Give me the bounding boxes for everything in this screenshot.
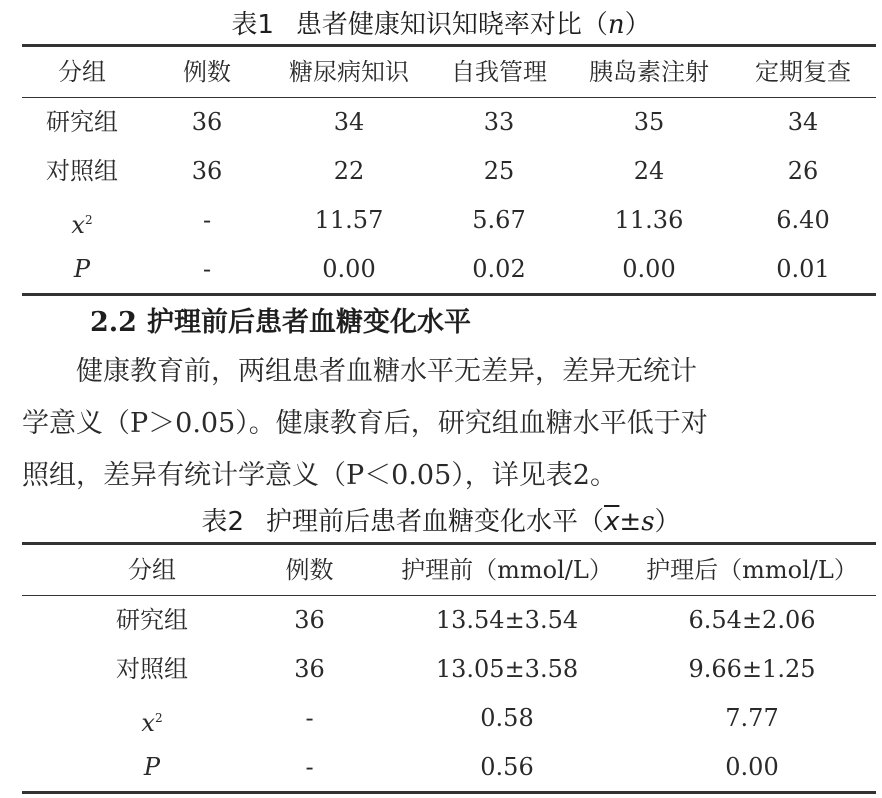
table1-cell: 0.00 <box>622 255 676 283</box>
table2-caption-sd-symbol: s <box>641 507 655 537</box>
table1-p-value-row <box>22 245 876 293</box>
table1-header-count: 例数 <box>183 58 231 86</box>
table2-cell: 13.05±3.58 <box>435 655 579 683</box>
table1-cell: 24 <box>633 157 665 185</box>
table1-cell: 5.67 <box>472 206 526 234</box>
table2-cell: - <box>305 704 314 732</box>
table1-p-label: P <box>73 255 91 283</box>
table1-top-rule <box>22 44 876 47</box>
table1-cell: 对照组 <box>46 157 118 185</box>
table2-cell: 7.77 <box>725 704 779 732</box>
table2-cell: 36 <box>294 655 325 683</box>
table1-cell: 0.01 <box>776 255 830 283</box>
table1-header-diabetes-knowledge: 糖尿病知识 <box>289 58 409 86</box>
table1-cell: 36 <box>191 108 223 136</box>
table2-caption-title: 护理前后患者血糖变化水平（ <box>265 507 604 537</box>
paragraph-line: 学意义（P＞0.05）。健康教育后，研究组血糖水平低于对 <box>22 408 708 439</box>
table1-cell: 36 <box>191 157 223 185</box>
table1-cell: - <box>202 255 212 283</box>
table2-cell: 9.66±1.25 <box>688 655 816 683</box>
table2-cell: 0.00 <box>725 753 779 781</box>
table2-header-group: 分组 <box>128 556 176 584</box>
table-row <box>22 596 876 644</box>
table-row <box>22 147 876 195</box>
table1-caption-close: ） <box>624 10 651 40</box>
table2-chi-square-row <box>22 694 876 742</box>
table2-caption-mean-symbol: $\overline{x}$ <box>604 507 620 537</box>
table2-caption-number: 表2 <box>201 507 244 537</box>
paragraph-line: 健康教育前，两组患者血糖水平无差异，差异无统计 <box>22 356 697 387</box>
chi-superscript: 2 <box>154 711 163 725</box>
chi-superscript: 2 <box>84 213 93 227</box>
table2-cell: 对照组 <box>116 655 188 683</box>
table2-header-row <box>22 546 876 594</box>
table2-p-label: P <box>143 753 161 781</box>
table2-bottom-rule <box>22 791 876 794</box>
table1-header-row <box>22 48 876 96</box>
table1-header-self-management: 自我管理 <box>451 58 547 86</box>
table1-bottom-rule <box>22 293 876 296</box>
table2-p-value-row <box>22 743 876 791</box>
table1-cell: 35 <box>633 108 665 136</box>
table2-cell: 研究组 <box>116 606 188 634</box>
table1-header-insulin-injection: 胰岛素注射 <box>589 58 709 86</box>
table1-cell: 25 <box>483 157 515 185</box>
table-row <box>22 98 876 146</box>
section-heading <box>90 300 471 339</box>
table1-cell: 11.57 <box>314 206 384 234</box>
table1-chi-square-label <box>32 196 132 244</box>
paragraph-line: 照组，差异有统计学意义（P＜0.05），详见表2。 <box>22 460 617 491</box>
table1-cell: 11.36 <box>614 206 684 234</box>
table1-chi-square-row <box>22 196 876 244</box>
table2-header-count: 例数 <box>285 556 334 584</box>
table2-cell: 13.54±3.54 <box>435 606 579 634</box>
table2-cell: 6.54±2.06 <box>688 606 816 634</box>
table1-cell: 研究组 <box>46 108 118 136</box>
table-row <box>22 645 876 693</box>
table2-header-before: 护理前（mmol/L） <box>401 556 613 584</box>
table1-cell: - <box>202 206 212 234</box>
table1-cell: 0.00 <box>322 255 376 283</box>
table1-cell: 22 <box>333 157 365 185</box>
table2-header-after: 护理后（mmol/L） <box>646 556 858 584</box>
section-number: 2.2 <box>90 307 137 338</box>
chi-symbol: x <box>71 211 85 239</box>
table1-caption <box>0 4 882 41</box>
table2-cell: 0.56 <box>480 753 534 781</box>
table1-cell: 34 <box>787 108 819 136</box>
table1-caption-number: 表1 <box>231 10 274 40</box>
table2-caption-close: ） <box>654 507 681 537</box>
table1-header-regular-checkup: 定期复查 <box>755 58 851 86</box>
table2-cell: 36 <box>294 606 325 634</box>
table2-cell: 0.58 <box>480 704 534 732</box>
table2-caption-pm: ± <box>619 507 642 537</box>
table1-cell: 0.02 <box>472 255 526 283</box>
table2-chi-square-label <box>82 694 222 742</box>
table2-cell: - <box>305 753 314 781</box>
table2-caption <box>0 501 882 538</box>
table1-cell: 6.40 <box>776 206 830 234</box>
table1-header-group: 分组 <box>58 58 106 86</box>
table1-cell: 33 <box>483 108 515 136</box>
table1-caption-title: 患者健康知识知晓率对比（ <box>295 10 608 40</box>
table1-cell: 26 <box>787 157 819 185</box>
table2-top-rule <box>22 542 876 545</box>
chi-symbol: x <box>141 709 155 737</box>
section-title: 护理前后患者血糖变化水平 <box>146 307 471 338</box>
table1-cell: 34 <box>333 108 365 136</box>
table1-caption-symbol: n <box>607 10 625 40</box>
